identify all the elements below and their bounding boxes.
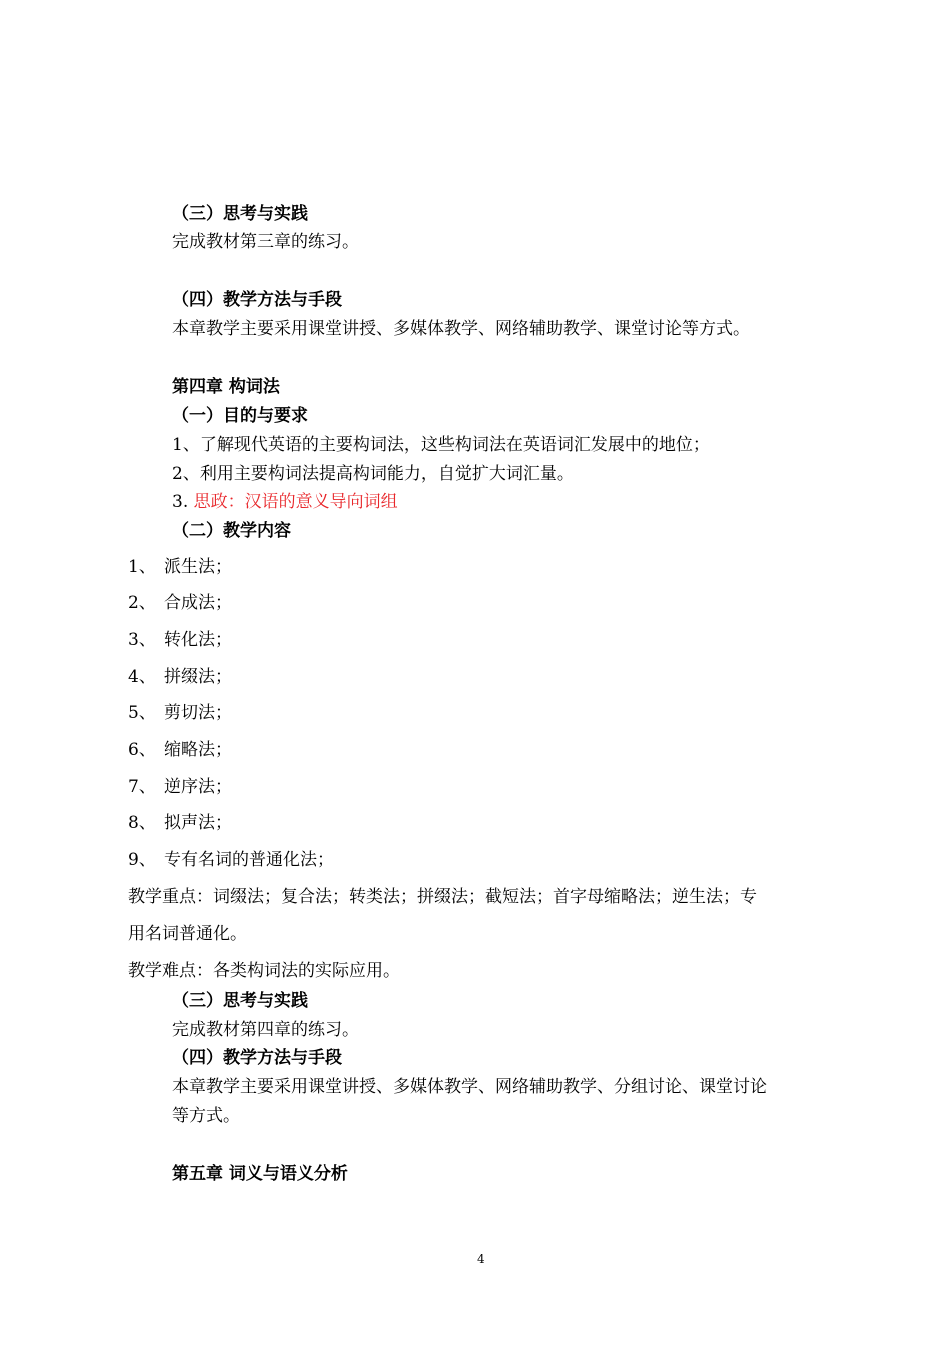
- list-item-text: 拼缀法；: [164, 667, 232, 687]
- content-list-item: [128, 556, 232, 578]
- list-item-number: 2、: [128, 593, 156, 613]
- list-item-text: 派生法；: [164, 557, 232, 577]
- difficulties: 教学难点：各类构词法的实际应用。: [128, 961, 400, 981]
- list-item-text: 逆序法；: [164, 777, 232, 797]
- list-item-number: 6、: [128, 740, 156, 760]
- key-points-line-1: 教学重点：词缀法；复合法；转类法；拼缀法；截短法；首字母缩略法；逆生法；专: [128, 887, 757, 907]
- chapter5-title: 第五章 词义与语义分析: [172, 1164, 348, 1184]
- list-item-number: 5、: [128, 703, 156, 723]
- section3-methods-heading: （四）教学方法与手段: [172, 290, 342, 310]
- content-list-item: [128, 812, 232, 834]
- ideology-note: 思政：汉语的意义导向词组: [193, 492, 398, 512]
- list-item-number: 4、: [128, 667, 156, 687]
- chapter4-methods-line-2: 等方式。: [172, 1106, 240, 1126]
- chapter4-goals-heading: （一）目的与要求: [172, 406, 308, 426]
- chapter4-goal-3: [172, 491, 398, 513]
- content-list-item: [128, 849, 334, 871]
- content-list-item: [128, 776, 232, 798]
- content-list-item: [128, 739, 232, 761]
- list-item-number: 1、: [128, 557, 156, 577]
- chapter4-content-heading: （二）教学内容: [172, 521, 291, 541]
- list-item-text: 合成法；: [164, 593, 232, 613]
- section3-practice-body: 完成教材第三章的练习。: [172, 232, 359, 252]
- list-item-text: 转化法；: [164, 630, 232, 650]
- list-item-number: 9、: [128, 850, 156, 870]
- list-item-text: 剪切法；: [164, 703, 232, 723]
- section3-practice-heading: （三）思考与实践: [172, 204, 308, 224]
- list-item-text: 缩略法；: [164, 740, 232, 760]
- key-points-line-2: 用名词普通化。: [128, 924, 247, 944]
- list-item-text: 拟声法；: [164, 813, 232, 833]
- chapter4-methods-line-1: 本章教学主要采用课堂讲授、多媒体教学、网络辅助教学、分组讨论、课堂讨论: [172, 1077, 767, 1097]
- chapter4-goal-2: 2、利用主要构词法提高构词能力，自觉扩大词汇量。: [172, 464, 574, 484]
- goal-3-number: 3.: [172, 492, 189, 512]
- chapter4-practice-body: 完成教材第四章的练习。: [172, 1020, 359, 1040]
- chapter4-practice-heading: （三）思考与实践: [172, 991, 308, 1011]
- content-list-item: [128, 702, 232, 724]
- page-number: 4: [477, 1252, 485, 1266]
- list-item-text: 专有名词的普通化法；: [164, 850, 334, 870]
- list-item-number: 7、: [128, 777, 156, 797]
- chapter4-methods-heading: （四）教学方法与手段: [172, 1048, 342, 1068]
- content-list-item: [128, 629, 232, 651]
- list-item-number: 8、: [128, 813, 156, 833]
- list-item-number: 3、: [128, 630, 156, 650]
- chapter4-title: 第四章 构词法: [172, 377, 280, 397]
- content-list-item: [128, 592, 232, 614]
- section3-methods-body: 本章教学主要采用课堂讲授、多媒体教学、网络辅助教学、课堂讨论等方式。: [172, 319, 750, 339]
- content-list-item: [128, 666, 232, 688]
- chapter4-goal-1: 1、了解现代英语的主要构词法，这些构词法在英语词汇发展中的地位；: [172, 435, 710, 455]
